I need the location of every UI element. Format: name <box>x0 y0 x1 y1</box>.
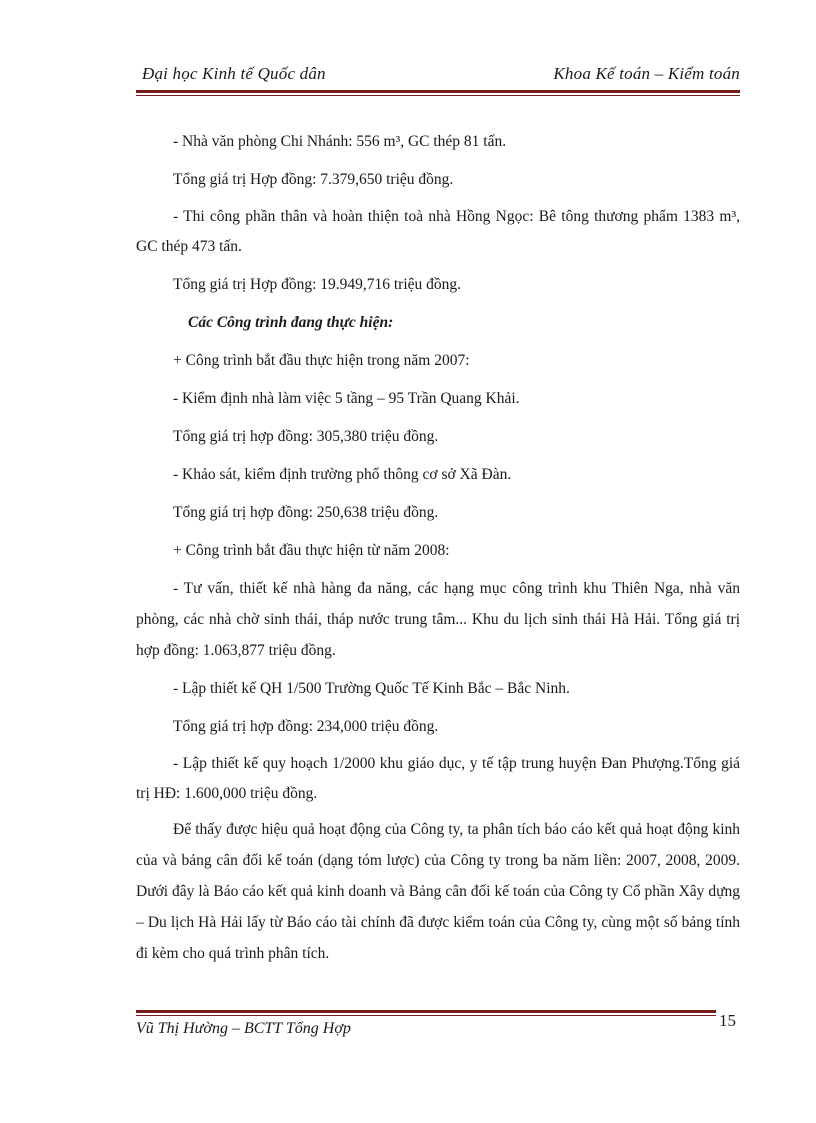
paragraph: + Công trình bắt đầu thực hiện từ năm 2008: <box>173 542 450 559</box>
paragraph: - Khảo sát, kiểm định trường phổ thông cơ sở Xã Đàn. <box>173 466 512 483</box>
paragraph: - Kiểm định nhà làm việc 5 tầng – 95 Trần Quang Khải. <box>173 390 520 407</box>
footer-rule-thick <box>136 1010 716 1013</box>
footer-rule-thin <box>136 1015 716 1016</box>
paragraph: - Nhà văn phòng Chi Nhánh: 556 m³, GC thép 81 tấn. <box>173 133 507 150</box>
footer-author: Vũ Thị Hường – BCTT Tổng Hợp <box>136 1020 351 1037</box>
paragraph: Tổng giá trị Hợp đồng: 19.949,716 triệu đồng. <box>173 276 462 293</box>
page-body <box>136 126 740 969</box>
header-rule-thick <box>136 90 740 93</box>
paragraph: - Lập thiết kế QH 1/500 Trường Quốc Tế Kinh Bắc – Bắc Ninh. <box>173 680 570 697</box>
paragraph: - Lập thiết kế quy hoạch 1/2000 khu giáo dục, y tế tập trung huyện Đan Phượng.Tổng giá trị HĐ: 1.600,000 triệu đồng. <box>136 755 740 802</box>
paragraph: - Tư vấn, thiết kế nhà hàng đa năng, các hạng mục công trình khu Thiên Nga, nhà văn phòng, các nhà chờ sinh thái, tháp nước trung tâm... Khu du lịch sinh thái Hà Hải. Tổng giá trị hợp đồng: 1.063,877 triệu đồng. <box>136 580 740 659</box>
paragraph: + Công trình bắt đầu thực hiện trong năm 2007: <box>173 352 470 369</box>
paragraph: Tổng giá trị hợp đồng: 234,000 triệu đồng. <box>173 718 439 735</box>
paragraph: Để thấy được hiệu quả hoạt động của Công ty, ta phân tích báo cáo kết quả hoạt động kinh của và bảng cân đối kế toán (dạng tóm lược) của Công ty trong ba năm liền: 2007, 2008, 2009. Dưới đây là Báo cáo kết quả kinh doanh và Bảng cân đối kế toán của Công ty Cổ phần Xây dựng – Du lịch Hà Hải lấy từ Báo cáo tài chính đã được kiểm toán của Công ty, cùng một số bảng tính đi kèm cho quá trình phân tích. <box>136 821 740 962</box>
header-university: Đại học Kinh tế Quốc dân <box>142 64 326 83</box>
header-faculty: Khoa Kế toán – Kiểm toán <box>553 64 740 83</box>
section-heading: Các Công trình đang thực hiện: <box>188 314 394 331</box>
page-number: 15 <box>719 1011 736 1030</box>
paragraph: Tổng giá trị Hợp đồng: 7.379,650 triệu đồng. <box>173 171 454 188</box>
paragraph: Tổng giá trị hợp đồng: 305,380 triệu đồng. <box>173 428 439 445</box>
header-rule-thin <box>136 95 740 96</box>
paragraph: Tổng giá trị hợp đồng: 250,638 triệu đồng. <box>173 504 439 521</box>
paragraph: - Thi công phần thân và hoàn thiện toà nhà Hồng Ngọc: Bê tông thương phẩm 1383 m³, GC thép 473 tấn. <box>136 208 740 255</box>
